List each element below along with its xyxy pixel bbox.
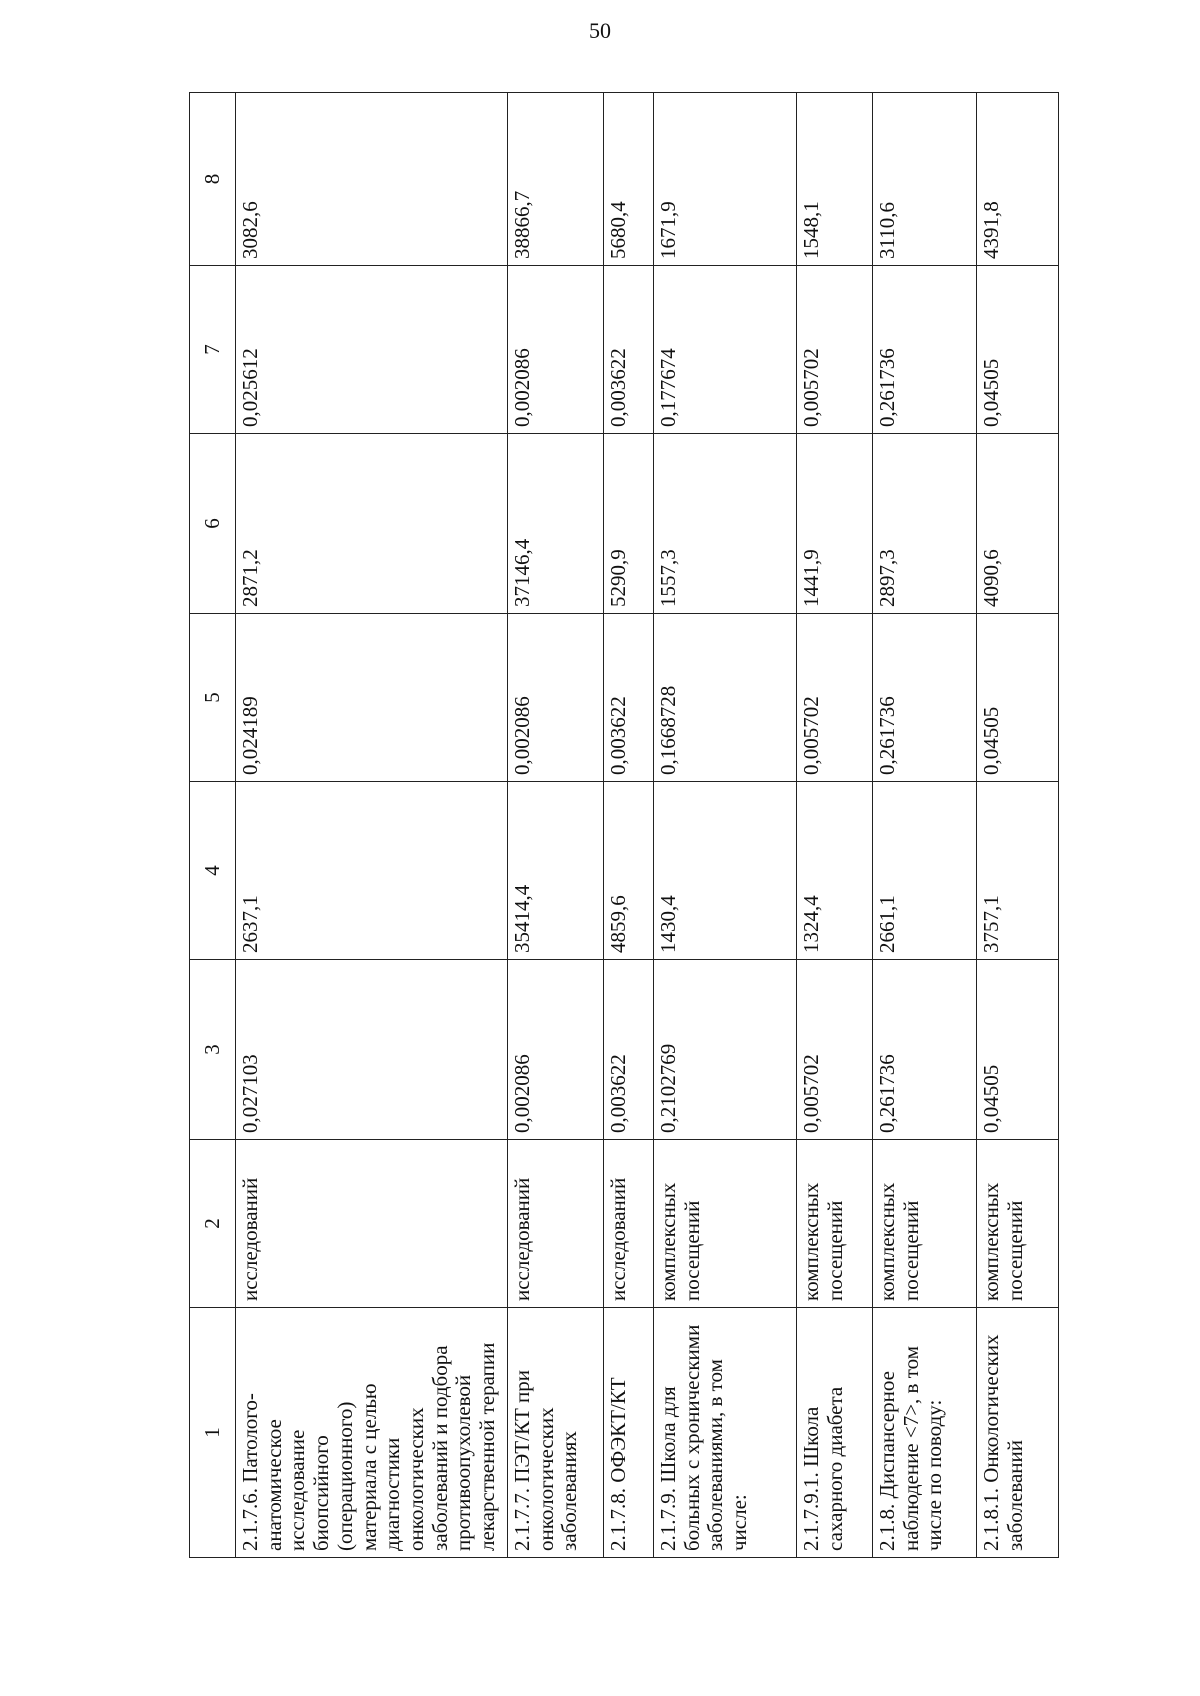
table-row xyxy=(654,93,797,1558)
value-cell: 2897,3 xyxy=(873,434,977,614)
value-cell: 4090,6 xyxy=(977,434,1059,614)
value-cell: 4391,8 xyxy=(977,93,1059,266)
value-cell: 4859,6 xyxy=(604,782,654,960)
value-cell: 37146,4 xyxy=(508,434,604,614)
value-cell: 2661,1 xyxy=(873,782,977,960)
value-cell: 3757,1 xyxy=(977,782,1059,960)
row-name-cell: 2.1.8. Диспансерное наблюдение <7>, в том числе по поводу: xyxy=(873,1308,977,1558)
row-name-cell: 2.1.7.9. Школа для больных с хроническими заболеваниями, в том числе: xyxy=(654,1308,797,1558)
value-cell: 0,04505 xyxy=(977,960,1059,1140)
value-cell: 0,027103 xyxy=(236,960,508,1140)
value-cell: 3082,6 xyxy=(236,93,508,266)
rotated-table-container xyxy=(189,93,1056,1558)
value-cell: 0,002086 xyxy=(508,614,604,782)
table-row xyxy=(508,93,604,1558)
column-header: 4 xyxy=(190,782,236,960)
unit-cell: комплексных посещений xyxy=(654,1140,797,1308)
page-number: 50 xyxy=(589,18,611,43)
column-header: 6 xyxy=(190,434,236,614)
value-cell: 0,005702 xyxy=(797,614,873,782)
value-cell: 0,002086 xyxy=(508,960,604,1140)
value-cell: 2871,2 xyxy=(236,434,508,614)
row-name-cell: 2.1.8.1. Онкологических заболеваний xyxy=(977,1308,1059,1558)
value-cell: 1430,4 xyxy=(654,782,797,960)
value-cell: 1557,3 xyxy=(654,434,797,614)
value-cell: 5290,9 xyxy=(604,434,654,614)
row-name-cell: 2.1.7.8. ОФЭКТ/КТ xyxy=(604,1308,654,1558)
column-header: 5 xyxy=(190,614,236,782)
value-cell: 2637,1 xyxy=(236,782,508,960)
row-name-cell: 2.1.7.9.1. Школа сахарного диабета xyxy=(797,1308,873,1558)
value-cell: 38866,7 xyxy=(508,93,604,266)
data-table xyxy=(189,92,1059,1558)
unit-cell: комплексных посещений xyxy=(977,1140,1059,1308)
value-cell: 5680,4 xyxy=(604,93,654,266)
value-cell: 1324,4 xyxy=(797,782,873,960)
value-cell: 0,005702 xyxy=(797,960,873,1140)
value-cell: 0,003622 xyxy=(604,960,654,1140)
column-header: 1 xyxy=(190,1308,236,1558)
value-cell: 3110,6 xyxy=(873,93,977,266)
value-cell: 0,2102769 xyxy=(654,960,797,1140)
value-cell: 0,177674 xyxy=(654,266,797,434)
value-cell: 0,1668728 xyxy=(654,614,797,782)
value-cell: 0,04505 xyxy=(977,266,1059,434)
column-header: 3 xyxy=(190,960,236,1140)
table-row xyxy=(797,93,873,1558)
value-cell: 0,003622 xyxy=(604,266,654,434)
value-cell: 35414,4 xyxy=(508,782,604,960)
table-row xyxy=(236,93,508,1558)
column-header: 2 xyxy=(190,1140,236,1308)
table-row xyxy=(604,93,654,1558)
row-name-cell: 2.1.7.7. ПЭТ/КТ при онкологических заболеваниях xyxy=(508,1308,604,1558)
unit-cell: комплексных посещений xyxy=(873,1140,977,1308)
value-cell: 0,04505 xyxy=(977,614,1059,782)
value-cell: 0,261736 xyxy=(873,960,977,1140)
value-cell: 0,261736 xyxy=(873,614,977,782)
column-header: 8 xyxy=(190,93,236,266)
value-cell: 0,005702 xyxy=(797,266,873,434)
table-row xyxy=(977,93,1059,1558)
unit-cell: исследований xyxy=(236,1140,508,1308)
unit-cell: исследований xyxy=(508,1140,604,1308)
value-cell: 1548,1 xyxy=(797,93,873,266)
table-row xyxy=(873,93,977,1558)
value-cell: 0,002086 xyxy=(508,266,604,434)
value-cell: 0,003622 xyxy=(604,614,654,782)
column-header: 7 xyxy=(190,266,236,434)
header-row xyxy=(190,93,236,1558)
value-cell: 0,024189 xyxy=(236,614,508,782)
value-cell: 1441,9 xyxy=(797,434,873,614)
value-cell: 0,261736 xyxy=(873,266,977,434)
value-cell: 1671,9 xyxy=(654,93,797,266)
unit-cell: исследований xyxy=(604,1140,654,1308)
row-name-cell: 2.1.7.6. Патолого-анатомическое исследование биопсийного (операционного) материала с целью диагностики онкологических заболеваний и подбора противоопухолевой лекарственной терапии xyxy=(236,1308,508,1558)
value-cell: 0,025612 xyxy=(236,266,508,434)
unit-cell: комплексных посещений xyxy=(797,1140,873,1308)
